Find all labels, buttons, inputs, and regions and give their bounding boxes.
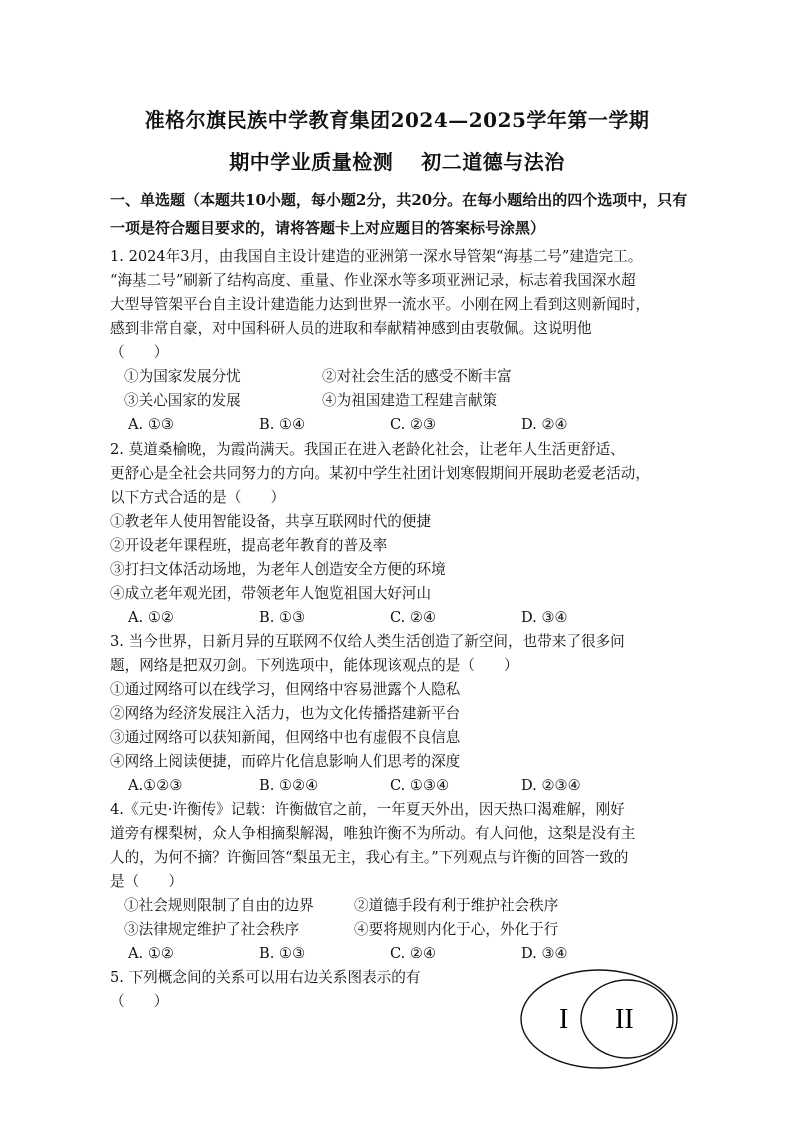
option-row [124,389,690,413]
option-item: ②开设老年课程班，提高老年教育的普及率 [110,537,388,554]
choice-b[interactable]: B. ①③ [259,945,306,962]
option-item: ④为祖国建造工程建言献策 [322,392,498,409]
question-stem-line: 以下方式合适的是（ ） [110,489,286,506]
question-stem-line: 大型导管架平台自主设计建造能力达到世界一流水平。小刚在网上看到这则新闻时， [110,296,650,313]
question-stem-line: 3. 当今世界，日新月异的互联网不仅给人类生活创造了新空间，也带来了很多问 [110,633,625,650]
choice-c[interactable]: C. ①③④ [390,777,450,794]
question-stem-line: （ ） [110,344,169,361]
choice-c[interactable]: C. ②④ [390,945,437,962]
choice-c[interactable]: C. ②④ [390,609,437,626]
answer-choices [128,942,690,966]
question-stem-line: 是（ ） [110,873,183,890]
choice-d[interactable]: D. ③④ [521,609,568,626]
question-stem-line: 2. 莫道桑榆晚，为霞尚满天。我国正在进入老龄化社会，让老年人生活更舒适、 [110,441,625,458]
option-item: ④要将规则内化于心，外化于行 [354,921,559,938]
choice-b[interactable]: B. ①②④ [259,777,319,794]
outer-ellipse [521,970,677,1068]
option-item: ④网络上阅读便捷，而碎片化信息影响人们思考的深度 [110,753,461,770]
option-item: ①教老年人使用智能设备，共享互联网时代的便捷 [110,513,432,530]
choice-c[interactable]: C. ②③ [390,416,437,433]
question-stem-line: 5. 下列概念间的关系可以用右边关系图表示的有 [110,969,421,986]
option-item: ③打扫文体活动场地，为老年人创造安全方便的环境 [110,561,446,578]
choice-a[interactable]: A. ①② [128,609,174,626]
inner-label: II [615,1004,634,1035]
question-4 [110,798,690,966]
option-item: ②对社会生活的感受不断丰富 [322,368,512,385]
option-item: ②网络为经济发展注入活力，也为文化传播搭建新平台 [110,705,461,722]
choice-a[interactable]: A. ①② [128,945,174,962]
option-item: ①通过网络可以在线学习，但网络中容易泄露个人隐私 [110,681,461,698]
choice-d[interactable]: D. ②③④ [521,777,581,794]
subject-name: 初二道德与法治 [421,150,565,174]
choice-d[interactable]: D. ③④ [521,945,568,962]
choice-a[interactable]: A. ①③ [128,416,174,433]
choice-d[interactable]: D. ②④ [521,416,568,433]
option-row [124,918,690,942]
answer-choices [128,606,690,630]
outer-label: I [559,1004,569,1035]
answer-choices [128,774,690,798]
choice-b[interactable]: B. ①③ [259,609,306,626]
option-item: ④成立老年观光团，带领老年人饱览祖国大好河山 [110,585,432,602]
option-row [124,894,690,918]
question-stem-line: 道旁有棵梨树，众人争相摘梨解渴，唯独许衡不为所动。有人问他，这梨是没有主 [110,825,636,842]
choice-a[interactable]: A.①②③ [128,777,183,794]
question-stem-line: （ ） [110,993,169,1010]
question-stem-line: 更舒心是全社会共同努力的方向。某初中学生社团计划寒假期间开展助老爱老活动， [110,465,650,482]
question-1 [110,245,690,437]
question-2 [110,438,690,630]
exam-title: 准格尔旗民族中学教育集团2024—2025学年第一学期 [144,108,650,132]
question-stem-line: “海基二号”刷新了结构高度、重量、作业深水等多项亚洲记录，标志着我国深水超 [110,272,636,289]
question-stem-line: 1. 2024年3月，由我国自主设计建造的亚洲第一深水导管架“海基二号”建造完工。 [110,248,643,265]
question-3 [110,630,690,798]
option-item: ①社会规则限制了自由的边界 [124,897,314,914]
choice-b[interactable]: B. ①④ [259,416,306,433]
option-item: ③法律规定维护了社会秩序 [124,921,300,938]
question-stem-line: 题，网络是把双刃剑。下列选项中，能体现该观点的是（ ） [110,657,519,674]
question-stem-line: 人的，为何不摘？许衡回答“梨虽无主，我心有主。”下列观点与许衡的回答一致的 [110,849,629,866]
question-stem-line: 感到非常自豪，对中国科研人员的进取和奉献精神感到由衷敬佩。这说明他 [110,320,592,337]
option-item: ①为国家发展分忧 [124,368,241,385]
section-heading: 一、单选题（本题共10小题，每小题2分，共20分。在每小题给出的四个选项中，只有一项是符合题目要求的，请将答题卡上对应题目的答案标号涂黑） [110,191,688,237]
exam-name: 期中学业质量检测 [229,150,394,174]
option-item: ②道德手段有利于维护社会秩序 [354,897,559,914]
question-stem-line: 4.《元史·许衡传》记载：许衡做官之前，一年夏天外出，因天热口渴难解，刚好 [110,801,625,818]
option-row [124,365,690,389]
relationship-diagram [519,968,679,1070]
exam-subtitle [0,146,794,175]
option-item: ③通过网络可以获知新闻，但网络中也有虚假不良信息 [110,729,461,746]
option-item: ③关心国家的发展 [124,392,241,409]
answer-choices [128,413,690,437]
